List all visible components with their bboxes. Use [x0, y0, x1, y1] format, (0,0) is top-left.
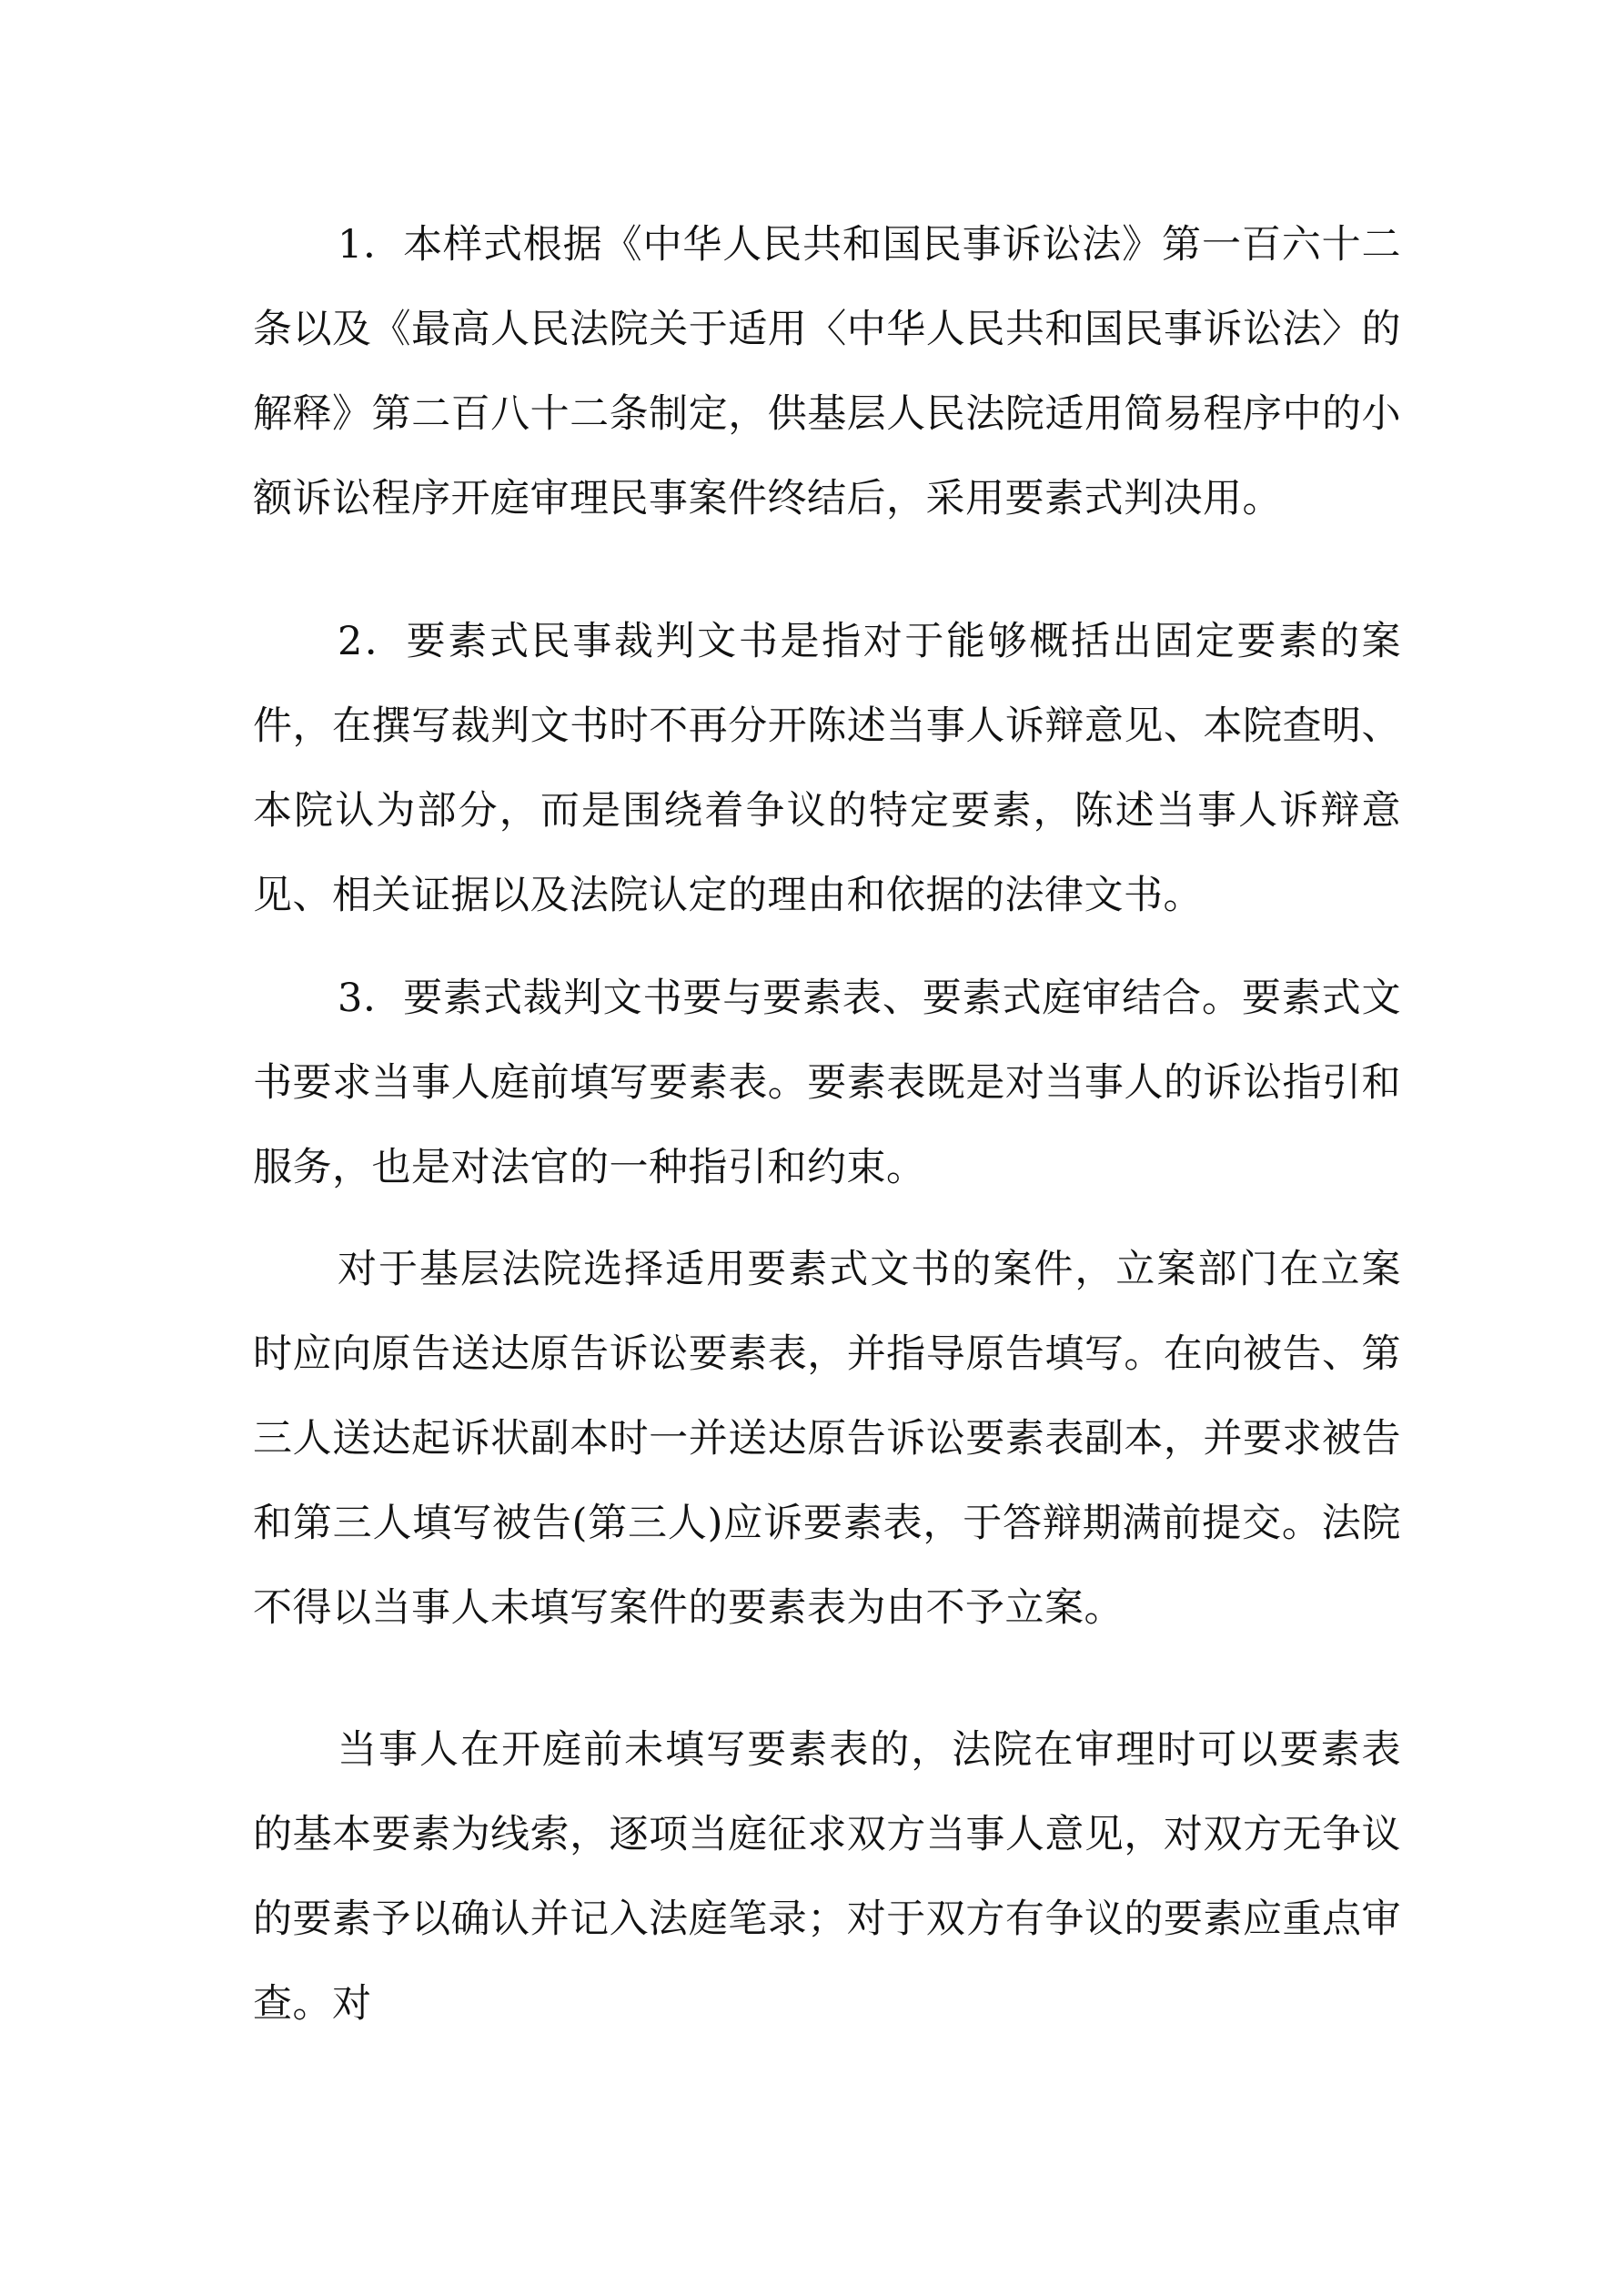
paragraph-1: 1．本样式根据《中华人民共和国民事诉讼法》第一百六十二条以及《最高人民法院关于适用〈中华人民共和国民事诉讼法〉的解释》第二百八十二条制定，供基层人民法院适用简易程序中的小额诉讼程序开庭审理民事案件终结后，采用要素式判决用。	[253, 222, 1401, 521]
paragraph-5: 当事人在开庭前未填写要素表的，法院在审理时可以要素表的基本要素为线索，逐项当庭征求双方当事人意见，对双方无争议的要素予以确认并记入法庭笔录；对于双方有争议的要素应重点审查。对	[253, 1727, 1401, 2027]
paragraph-3: 3．要素式裁判文书要与要素表、要素式庭审结合。要素式文书要求当事人庭前填写要素表。要素表既是对当事人的诉讼指引和服务，也是对法官的一种指引和约束。	[253, 976, 1401, 1190]
paragraph-2: 2．要素式民事裁判文书是指对于能够概括出固定要素的案件，在撰写裁判文书时不再分开陈述当事人诉辩意见、本院查明、本院认为部分，而是围绕着争议的特定要素，陈述当事人诉辩意见、相关证据以及法院认定的理由和依据的法律文书。	[253, 619, 1401, 918]
paragraph-4: 对于基层法院选择适用要素式文书的案件，立案部门在立案时应向原告送达原告诉讼要素表，并指导原告填写。在向被告、第三人送达起诉状副本时一并送达原告诉讼要素表副本，并要求被告和第三人填写被告(第三人)应诉要素表，于答辩期满前提交。法院不得以当事人未填写案件的要素表为由不予立案。	[253, 1247, 1401, 1631]
